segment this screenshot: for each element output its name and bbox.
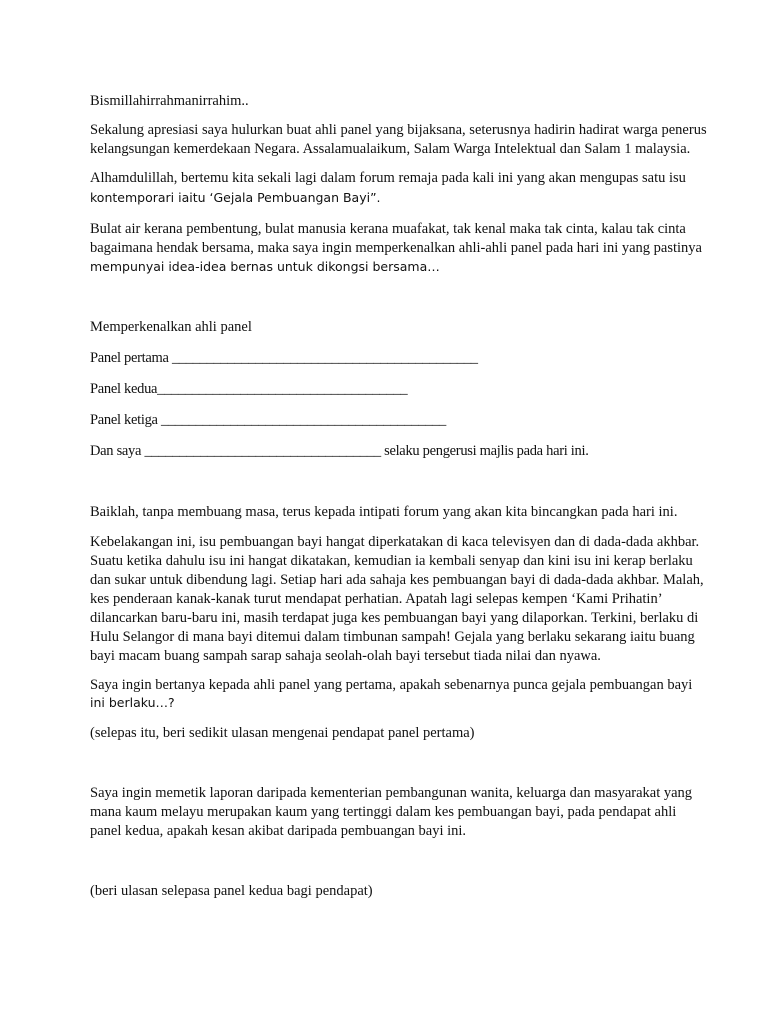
panel-2-line: Panel kedua____________________________________ [90, 381, 408, 397]
question-2-line-2: mana kaum melayu merupakan kaum yang tertinggi dalam kes pembuangan bayi, pada pendapat ahli [90, 804, 677, 820]
question-1-line-2: ini berlaku…? [90, 695, 175, 710]
opening-line: Bismillahirrahmanirrahim.. [90, 93, 249, 109]
kebelakangan-line-7: bayi macam buang sampah sarap sahaja seolah-olah bayi tersebut tiada nilai dan nyawa. [90, 648, 601, 664]
bulat-air-line-3: mempunyai idea-idea bernas untuk dikongsi bersama… [90, 259, 440, 274]
chair-line: Dan saya __________________________________ selaku pengerusi majlis pada hari ini. [90, 443, 589, 459]
appreciation-line-2: kelangsungan kemerdekaan Negara. Assalamualaikum, Salam Warga Intelektual dan Salam 1 malaysia. [90, 141, 691, 157]
kebelakangan-line-5: dilancarkan baru-baru ini, masih terdapat juga kes pembuangan bayi yang dilaporkan. Terkini, berlaku di [90, 610, 699, 626]
kebelakangan-line-2: Suatu ketika dahulu isu ini hangat dikatakan, kemudian ia kembali senyap dan kini isu ini kerap berlaku [90, 553, 693, 569]
intro-heading: Memperkenalkan ahli panel [90, 319, 252, 335]
kebelakangan-line-4: kes penderaan kanak-kanak turut mendapat perhatian. Apatah lagi selepas kempen ‘Kami Prihatin’ [90, 591, 663, 607]
appreciation-line-1: Sekalung apresiasi saya hulurkan buat ahli panel yang bijaksana, seterusnya hadirin hadirat warga penerus [90, 122, 707, 138]
note-2-line: (beri ulasan selepasa panel kedua bagi pendapat) [90, 883, 373, 899]
alhamdulillah-line-1: Alhamdulillah, bertemu kita sekali lagi dalam forum remaja pada kali ini yang akan mengupas satu isu [90, 170, 686, 186]
note-1-line: (selepas itu, beri sedikit ulasan mengenai pendapat panel pertama) [90, 725, 475, 741]
kebelakangan-line-6: Hulu Selangor di mana bayi ditemui dalam timbunan sampah! Gejala yang berlaku sekarang iaitu buang [90, 629, 695, 645]
question-1-line-1: Saya ingin bertanya kepada ahli panel yang pertama, apakah sebenarnya punca gejala pembuangan bayi [90, 677, 693, 693]
kebelakangan-line-3: dan sukar untuk dibendung lagi. Setiap hari ada sahaja kes pembuangan bayi di dada-dada akhbar. Malah, [90, 572, 704, 588]
question-2-line-3: panel kedua, apakah kesan akibat daripada pembuangan bayi ini. [90, 823, 467, 839]
alhamdulillah-line-2: kontemporari iaitu ‘Gejala Pembuangan Bayi”. [90, 190, 381, 205]
bulat-air-line-1: Bulat air kerana pembentung, bulat manusia kerana muafakat, tak kenal maka tak cinta, kalau tak cinta [90, 221, 686, 237]
question-2-line-1: Saya ingin memetik laporan daripada kementerian pembangunan wanita, keluarga dan masyarakat yang [90, 785, 693, 801]
kebelakangan-line-1: Kebelakangan ini, isu pembuangan bayi hangat diperkatakan di kaca televisyen dan di dada-dada akhbar. [90, 534, 700, 550]
panel-3-line: Panel ketiga _________________________________________ [90, 412, 446, 428]
baiklah-line: Baiklah, tanpa membuang masa, terus kepada intipati forum yang akan kita bincangkan pada hari ini. [90, 504, 678, 520]
bulat-air-line-2: bagaimana hendak bersama, maka saya ingin memperkenalkan ahli-ahli panel pada hari ini yang pastinya [90, 240, 702, 256]
panel-1-line: Panel pertama ____________________________________________ [90, 350, 478, 366]
